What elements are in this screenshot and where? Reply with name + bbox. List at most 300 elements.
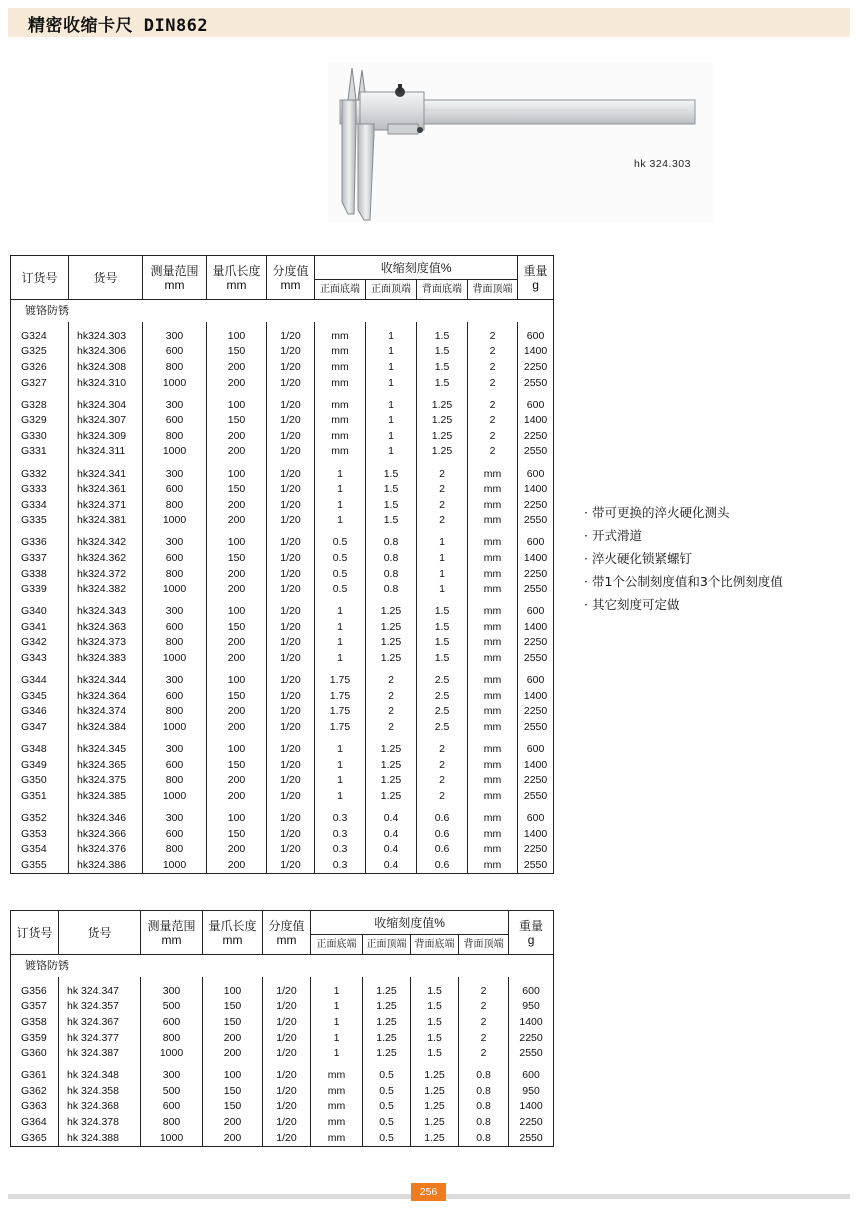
table-cell: 0.8 [366,535,417,551]
table-cell: 0.5 [315,535,366,551]
table-cell: G335 [11,513,69,529]
table-cell: 1/20 [267,604,315,620]
table-cell: 1/20 [267,429,315,445]
table-row [11,811,554,827]
table-cell: G337 [11,551,69,567]
table-cell: 1 [417,551,468,567]
table-cell: 2.5 [417,704,468,720]
table-cell: 2550 [518,720,554,736]
table-cell: 0.8 [366,551,417,567]
header-shrink-scale: 收缩刻度值% [311,911,509,935]
table-cell: 0.5 [363,1099,411,1115]
table-cell: G334 [11,497,69,513]
table-cell: mm [468,720,518,736]
table-cell: 200 [207,429,267,445]
table-cell: 1400 [509,1099,554,1115]
table-cell: 1000 [141,1130,203,1146]
table-cell: hk324.383 [69,651,143,667]
table-cell: 2550 [518,513,554,529]
table-cell: 1.25 [363,984,411,1000]
table-cell: 1 [311,984,363,1000]
table-row [11,1084,554,1100]
table-cell: 200 [207,375,267,391]
table-cell: 300 [141,984,203,1000]
table-cell: 1.75 [315,688,366,704]
table-cell: 150 [207,757,267,773]
table-cell: hk324.307 [69,413,143,429]
table-cell: 0.5 [315,566,366,582]
table-row [11,1030,554,1046]
table-cell: 2 [417,789,468,805]
feature-list [584,504,783,619]
finish-label: 镀铬防锈 [11,955,554,978]
table-cell: 2 [459,1046,509,1062]
table-cell: mm [315,375,366,391]
table-cell: 150 [207,482,267,498]
table-cell: mm [468,789,518,805]
table-cell: 1.5 [417,651,468,667]
table-cell: 800 [143,566,207,582]
table-cell: G333 [11,482,69,498]
table-cell: 1400 [518,757,554,773]
table-cell: 600 [143,344,207,360]
table-cell: 950 [509,999,554,1015]
table-cell: 1/20 [267,773,315,789]
table-cell: G344 [11,673,69,689]
table-cell: 2 [459,984,509,1000]
feature-item: · 淬火硬化锁紧螺钉 [584,550,783,573]
header-range: 测量范围 mm [141,911,203,955]
table-cell: 1 [366,360,417,376]
table-cell: hk 324.378 [59,1115,141,1131]
table-cell: mm [468,620,518,636]
table-cell: 1400 [518,413,554,429]
table-cell: mm [468,497,518,513]
page-number: 256 [411,1183,446,1201]
table-cell: 1/20 [267,757,315,773]
table-cell: 1.5 [366,497,417,513]
table-cell: 1 [315,482,366,498]
table-cell: 200 [203,1130,263,1146]
table-cell: 1/20 [267,651,315,667]
table-cell: 2250 [518,635,554,651]
table-cell: 1/20 [267,673,315,689]
table-cell: 1/20 [263,999,311,1015]
table-cell: 2250 [509,1030,554,1046]
header-back-top: 背面顶端 [468,280,518,300]
feature-item: · 带可更换的淬火硬化测头 [584,504,783,527]
table-cell: 200 [207,651,267,667]
table-cell: 1/20 [267,582,315,598]
table-cell: 1.5 [411,1030,459,1046]
table-cell: 150 [207,620,267,636]
table-cell: 1 [315,757,366,773]
table-cell: hk 324.357 [59,999,141,1015]
table-cell: hk324.373 [69,635,143,651]
table-row [11,673,554,689]
table-cell: mm [468,742,518,758]
table-cell: G349 [11,757,69,773]
header-range: 测量范围 mm [143,256,207,300]
table-cell: 2550 [509,1130,554,1146]
table-cell: 0.5 [363,1130,411,1146]
table-cell: 1.25 [363,999,411,1015]
table-cell: 150 [203,1015,263,1031]
table-cell: 1/20 [267,444,315,460]
table-cell: 0.8 [366,566,417,582]
table-cell: 0.3 [315,857,366,873]
table-cell: G338 [11,566,69,582]
table-cell: 1/20 [263,1068,311,1084]
table-cell: 1 [315,620,366,636]
table-cell: 1.5 [366,482,417,498]
table-cell: 300 [143,742,207,758]
table-cell: G339 [11,582,69,598]
table-cell: 800 [143,842,207,858]
table-cell: hk324.364 [69,688,143,704]
table-row [11,1099,554,1115]
table-cell: mm [315,413,366,429]
table-cell: 1 [311,1015,363,1031]
table-cell: 1 [315,773,366,789]
table-cell: 1 [366,413,417,429]
table-cell: 200 [207,513,267,529]
table-cell: 1 [311,1046,363,1062]
table-cell: mm [315,397,366,413]
table-cell: 1.75 [315,673,366,689]
finish-label: 镀铬防锈 [11,300,554,323]
table-cell: G360 [11,1046,59,1062]
table-cell: hk324.385 [69,789,143,805]
table-cell: G327 [11,375,69,391]
table-cell: 2 [417,466,468,482]
header-jaw-length: 量爪长度 mm [207,256,267,300]
header-back-top: 背面顶端 [459,935,509,955]
table-cell: mm [315,444,366,460]
table-cell: 1 [315,742,366,758]
table-row [11,984,554,1000]
table-cell: 1/20 [267,789,315,805]
table-cell: mm [468,688,518,704]
table-cell: 300 [143,466,207,482]
table-cell: 1/20 [267,566,315,582]
table-row [11,635,554,651]
table-cell: hk 324.367 [59,1015,141,1031]
table-cell: hk324.371 [69,497,143,513]
table-cell: mm [468,635,518,651]
table-cell: 1.5 [411,999,459,1015]
table-cell: 2 [468,344,518,360]
table-cell: 2 [417,497,468,513]
table-cell: 600 [518,742,554,758]
table-cell: 1.25 [363,1030,411,1046]
table-cell: 0.8 [459,1130,509,1146]
table-row [11,742,554,758]
table-cell: 0.8 [366,582,417,598]
table-cell: 600 [143,482,207,498]
table-cell: mm [311,1084,363,1100]
table-cell: 1 [366,344,417,360]
table-cell: 2 [417,773,468,789]
table-cell: 200 [207,635,267,651]
table-cell: 2550 [518,789,554,805]
table-cell: 2.5 [417,673,468,689]
table-cell: 0.5 [363,1068,411,1084]
table-cell: 1 [417,566,468,582]
table-cell: 1 [366,329,417,345]
caliper-photo [328,62,713,222]
table-row [11,1046,554,1062]
table-row [11,1015,554,1031]
table-cell: 800 [143,773,207,789]
table-cell: hk 324.377 [59,1030,141,1046]
table-cell: mm [468,704,518,720]
table-cell: 1000 [143,789,207,805]
table-cell: 1/20 [267,742,315,758]
table-cell: mm [468,582,518,598]
table-cell: 300 [143,397,207,413]
table-cell: 2 [468,375,518,391]
table-cell: G363 [11,1099,59,1115]
table-row [11,757,554,773]
table-cell: 200 [207,720,267,736]
table-cell: 800 [141,1030,203,1046]
table-cell: mm [468,773,518,789]
table-cell: G365 [11,1130,59,1146]
table-cell: hk 324.347 [59,984,141,1000]
table-cell: 1/20 [263,1046,311,1062]
table-cell: 1 [315,635,366,651]
table-row [11,826,554,842]
table-cell: 2250 [518,842,554,858]
header-front-bottom: 正面底端 [315,280,366,300]
table-cell: 0.4 [366,826,417,842]
table-cell: G358 [11,1015,59,1031]
table-row [11,413,554,429]
table-cell: 0.8 [459,1084,509,1100]
table-cell: 100 [207,397,267,413]
table-cell: 1 [417,582,468,598]
table-cell: G353 [11,826,69,842]
table-cell: G324 [11,329,69,345]
table-cell: 1/20 [267,329,315,345]
table-cell: 1/20 [267,497,315,513]
table-cell: 2250 [518,429,554,445]
table-cell: 1.5 [417,375,468,391]
table-cell: 1.5 [417,329,468,345]
table-cell: 2 [417,482,468,498]
table-cell: mm [468,551,518,567]
table-cell: 0.5 [363,1084,411,1100]
table-cell: 1.25 [411,1099,459,1115]
table-cell: 1.5 [411,1046,459,1062]
table-cell: 600 [518,604,554,620]
table-cell: 1/20 [267,826,315,842]
table-cell: 1 [315,466,366,482]
table-cell: G332 [11,466,69,482]
table-cell: 1.25 [366,773,417,789]
header-order-no: 订货号 [11,911,59,955]
table-row [11,375,554,391]
table-cell: hk324.381 [69,513,143,529]
table-cell: 600 [143,413,207,429]
table-cell: 600 [518,535,554,551]
table-cell: 600 [143,620,207,636]
table-cell: 600 [141,1015,203,1031]
table-cell: G345 [11,688,69,704]
table-cell: 100 [207,466,267,482]
table-row [11,329,554,345]
table-cell: 2.5 [417,720,468,736]
table-cell: G328 [11,397,69,413]
table-row [11,620,554,636]
table-cell: 1.25 [411,1084,459,1100]
table-cell: 1000 [143,375,207,391]
table-cell: G343 [11,651,69,667]
header-front-bottom: 正面底端 [311,935,363,955]
table-cell: 1 [315,789,366,805]
table-cell: hk324.362 [69,551,143,567]
table-cell: hk324.310 [69,375,143,391]
table-cell: mm [468,811,518,827]
table-cell: 1400 [518,551,554,567]
table-cell: 1.25 [366,651,417,667]
table-cell: mm [311,1130,363,1146]
header-graduation: 分度值 mm [267,256,315,300]
table-cell: 600 [509,1068,554,1084]
table-cell: 1/20 [267,466,315,482]
table-cell: 1400 [518,688,554,704]
photo-caption: hk 324.303 [634,158,691,170]
table-cell: G325 [11,344,69,360]
table-cell: 1 [366,375,417,391]
table-cell: 1 [366,444,417,460]
table-row [11,513,554,529]
table-row [11,535,554,551]
table-cell: hk324.365 [69,757,143,773]
table-cell: hk324.304 [69,397,143,413]
table-cell: 0.4 [366,857,417,873]
table-cell: 200 [207,360,267,376]
table-row [11,466,554,482]
table-cell: 1/20 [267,857,315,873]
table-cell: G326 [11,360,69,376]
table-cell: 2250 [518,566,554,582]
table-cell: hk324.374 [69,704,143,720]
table-cell: 1000 [143,720,207,736]
table-cell: 1400 [518,482,554,498]
table-cell: hk324.342 [69,535,143,551]
table-cell: mm [315,429,366,445]
table-cell: 1400 [509,1015,554,1031]
table-cell: 500 [141,1084,203,1100]
header-graduation: 分度值 mm [263,911,311,955]
table-cell: 2 [468,397,518,413]
table-cell: 200 [207,582,267,598]
table-cell: 200 [207,444,267,460]
table-cell: 1.25 [366,742,417,758]
page-title: 精密收缩卡尺 DIN862 [28,16,209,36]
table-row [11,497,554,513]
table-cell: 2250 [518,360,554,376]
header-back-bottom: 背面底端 [411,935,459,955]
table-cell: mm [468,857,518,873]
table-cell: 1/20 [267,811,315,827]
table-cell: 2550 [518,444,554,460]
table-row [11,444,554,460]
table-cell: 1.25 [366,635,417,651]
table-cell: 1 [366,397,417,413]
table-cell: 1/20 [263,984,311,1000]
table-cell: 1000 [143,582,207,598]
feature-item: · 其它刻度可定做 [584,596,783,619]
table-cell: 600 [518,329,554,345]
table-cell: mm [315,360,366,376]
table-cell: 200 [207,789,267,805]
table-cell: 2250 [518,704,554,720]
table-cell: hk324.303 [69,329,143,345]
table-cell: mm [468,466,518,482]
table-row [11,360,554,376]
table-cell: 1/20 [263,1099,311,1115]
table-cell: 1.25 [366,757,417,773]
finish-row [11,955,554,978]
table-cell: 0.8 [459,1099,509,1115]
table-cell: mm [468,826,518,842]
table-row [11,999,554,1015]
table-cell: 300 [143,329,207,345]
table-row [11,720,554,736]
table-cell: 1/20 [267,397,315,413]
table-row [11,429,554,445]
table-cell: 150 [207,344,267,360]
table-cell: 1400 [518,620,554,636]
table-cell: 2 [417,742,468,758]
table-cell: hk324.341 [69,466,143,482]
table-cell: mm [468,513,518,529]
table-cell: 1.5 [366,466,417,482]
table-cell: 600 [518,466,554,482]
table-cell: G348 [11,742,69,758]
finish-row [11,300,554,323]
table-cell: hk 324.388 [59,1130,141,1146]
table-row [11,688,554,704]
table-cell: 1.25 [417,444,468,460]
header-front-top: 正面顶端 [363,935,411,955]
table-cell: 1/20 [263,1084,311,1100]
table-cell: 0.3 [315,811,366,827]
table-cell: 200 [203,1030,263,1046]
table-cell: 150 [207,826,267,842]
table-cell: hk324.372 [69,566,143,582]
table-cell: 1.5 [417,360,468,376]
table-cell: hk324.375 [69,773,143,789]
table-cell: mm [311,1099,363,1115]
table-cell: 2 [468,413,518,429]
table-cell: hk324.345 [69,742,143,758]
table-cell: 600 [143,688,207,704]
title-bar [8,8,850,37]
table-cell: 1.75 [315,704,366,720]
table-cell: 0.8 [459,1068,509,1084]
table-cell: 150 [207,413,267,429]
feature-item: · 带1个公制刻度值和3个比例刻度值 [584,573,783,596]
header-weight: 重量 g [509,911,554,955]
table-cell: 0.3 [315,826,366,842]
table-cell: G356 [11,984,59,1000]
table-row [11,704,554,720]
table-cell: hk324.346 [69,811,143,827]
